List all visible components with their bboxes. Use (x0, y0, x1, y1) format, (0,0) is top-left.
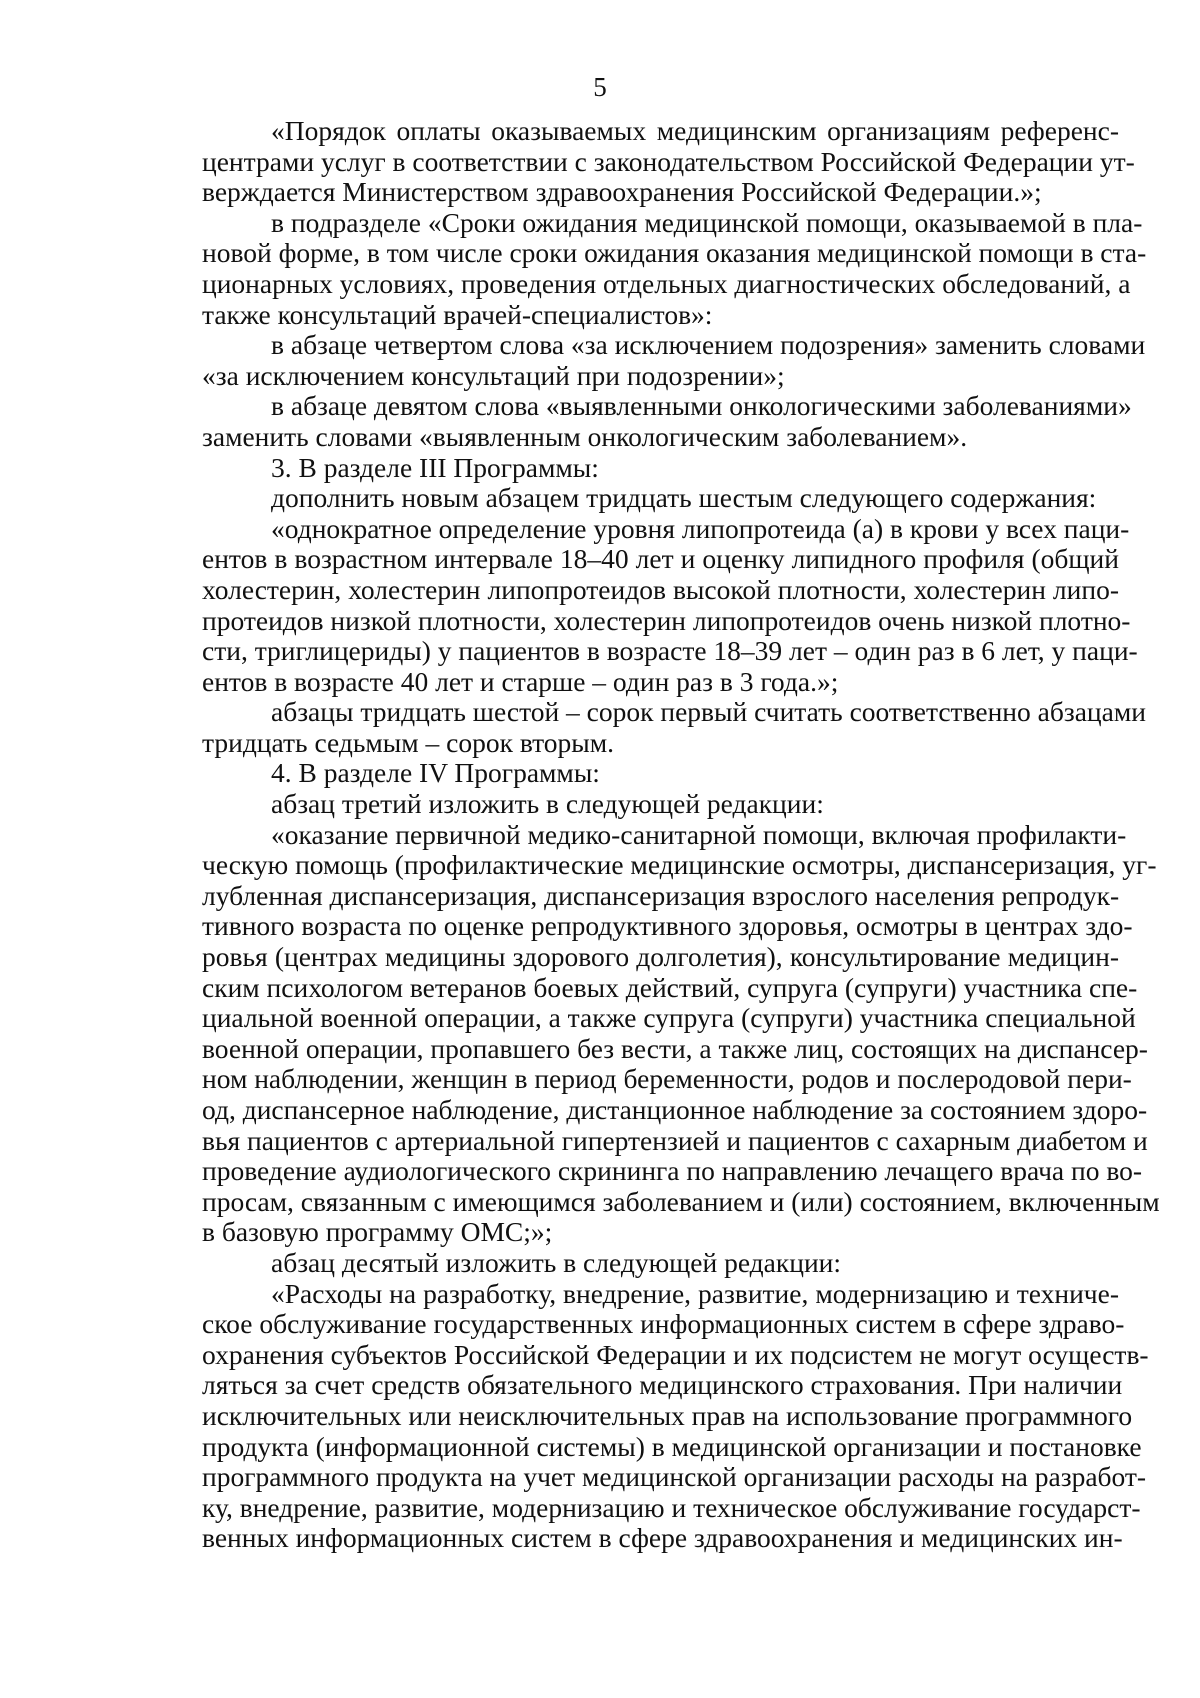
text-line: холестерин, холестерин липопротеидов высокой плотности, холестерин липо- (202, 573, 1119, 605)
text-line: циальной военной операции, а также супруга (супруги) участника специальной (202, 1002, 1136, 1034)
text-line: ном наблюдении, женщин в период беременности, родов и послеродовой пери- (202, 1063, 1132, 1095)
text-line: абзац третий изложить в следующей редакции: (271, 788, 824, 820)
text-line: в базовую программу ОМС;»; (202, 1216, 553, 1248)
text-line: «оказание первичной медико-санитарной помощи, включая профилакти- (271, 818, 1127, 850)
text-line: венных информационных систем в сфере здравоохранения и медицинских ин- (202, 1522, 1123, 1554)
text-line: «однократное определение уровня липопротеида (а) в крови у всех паци- (271, 512, 1130, 544)
text-line: также консультаций врачей-специалистов»: (202, 298, 713, 330)
text-line: ку, внедрение, развитие, модернизацию и техническое обслуживание государст- (202, 1491, 1141, 1523)
text-line: верждается Министерством здравоохранения Российской Федерации.»; (202, 176, 1042, 208)
text-line: ческую помощь (профилактические медицинские осмотры, диспансеризация, уг- (202, 849, 1157, 881)
text-line: ционарных условиях, проведения отдельных диагностических обследований, а (202, 267, 1131, 299)
text-line: од, диспансерное наблюдение, дистанционное наблюдение за состоянием здоро- (202, 1094, 1148, 1125)
text-line: заменить словами «выявленным онкологическим заболеванием». (202, 420, 968, 452)
text-line: дополнить новым абзацем тридцать шестым следующего содержания: (271, 482, 1097, 514)
text-line: в подразделе «Сроки ожидания медицинской помощи, оказываемой в пла- (271, 206, 1143, 238)
text-line: ским психологом ветеранов боевых действий, супруга (супруги) участника спе- (202, 971, 1138, 1003)
text-line: тридцать седьмым – сорок вторым. (202, 726, 615, 758)
document-body (202, 115, 1160, 1554)
text-line: исключительных или неисключительных прав на использование программного (202, 1399, 1133, 1431)
text-line: охранения субъектов Российской Федерации и их подсистем не могут осуществ- (202, 1338, 1149, 1370)
text-line: «за исключением консультаций при подозрении»; (202, 359, 785, 391)
text-line: центрами услуг в соответствии с законодательством Российской Федерации ут- (202, 145, 1135, 177)
text-line: военной операции, пропавшего без вести, а также лиц, состоящих на диспансер- (202, 1032, 1148, 1064)
text-line: «Расходы на разработку, внедрение, развитие, модернизацию и техниче- (271, 1277, 1119, 1309)
text-line: ровья (центрах медицины здорового долголетия), консультирование медицин- (202, 941, 1119, 973)
text-line: 4. В разделе IV Программы: (271, 757, 600, 789)
text-line: продукта (информационной системы) в медицинской организации и постановке (202, 1430, 1142, 1462)
text-line: вья пациентов с артериальной гипертензией и пациентов с сахарным диабетом и (202, 1124, 1148, 1156)
text-line: ентов в возрасте 40 лет и старше – один раз в 3 года.»; (202, 665, 839, 697)
text-line: абзацы тридцать шестой – сорок первый считать соответственно абзацами (271, 696, 1146, 728)
text-line: абзац десятый изложить в следующей редакции: (271, 1246, 842, 1278)
text-line: лубленная диспансеризация, диспансеризация взрослого населения репродук- (202, 879, 1120, 911)
text-line: в абзаце четвертом слова «за исключением подозрения» заменить словами (271, 329, 1146, 361)
text-line: проведение аудиологического скрининга по направлению лечащего врача по во- (202, 1155, 1143, 1187)
text-line: ляться за счет средств обязательного медицинского страхования. При наличии (202, 1369, 1123, 1401)
text-line: «Порядок оплаты оказываемых медицинским организациям референс- (271, 115, 1119, 146)
text-line: протеидов низкой плотности, холестерин липопротеидов очень низкой плотно- (202, 604, 1131, 636)
text-line: в абзаце девятом слова «выявленными онкологическими заболеваниями» (271, 390, 1132, 422)
page-number: 5 (593, 72, 607, 102)
text-line: новой форме, в том числе сроки ожидания оказания медицинской помощи в ста- (202, 237, 1147, 269)
text-line: ентов в возрастном интервале 18–40 лет и оценку липидного профиля (общий (202, 543, 1119, 575)
text-line: программного продукта на учет медицинской организации расходы на разработ- (202, 1461, 1147, 1493)
text-line: тивного возраста по оценке репродуктивного здоровья, осмотры в центрах здо- (202, 910, 1133, 942)
text-line: просам, связанным с имеющимся заболеванием и (или) состоянием, включенным (202, 1185, 1160, 1217)
text-line: 3. В разделе III Программы: (271, 451, 599, 483)
text-line: ское обслуживание государственных информационных систем в сфере здраво- (202, 1308, 1125, 1340)
text-line: сти, триглицериды) у пациентов в возрасте 18–39 лет – один раз в 6 лет, у паци- (202, 635, 1138, 667)
